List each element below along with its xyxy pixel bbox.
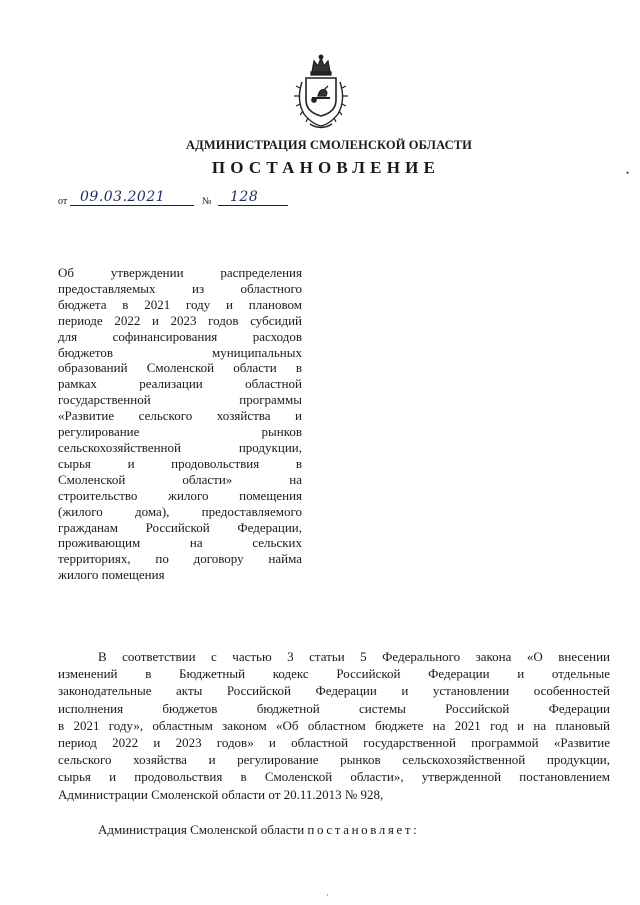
body-line: сырья и продовольствия в Смоленской области», утвержденной постановлением [58,769,610,785]
resolution-verb: постановляет: [307,822,420,837]
subject-line: «Развитие сельского хозяйства и [58,408,302,424]
subject-block [58,265,302,583]
date-value: 09.03.2021 [80,189,166,205]
date-number-line [58,191,298,207]
date-underline [70,205,194,206]
subject-line: рамках реализации областной [58,376,302,392]
organization-title: АДМИНИСТРАЦИЯ СМОЛЕНСКОЙ ОБЛАСТИ [186,138,472,152]
subject-line: проживающим на сельских [58,535,302,551]
body-line: Администрации Смоленской области от 20.11.2013 № 928, [58,786,384,802]
body-line: исполнения бюджетов бюджетной системы Российской Федерации [58,700,610,716]
subject-line: бюджетов муниципальных [58,344,302,360]
body-line: период 2022 и 2023 годов» и областной государственной программой «Развитие [58,735,610,751]
body-line: сельского хозяйства и регулирование рынков сельскохозяйственной продукции, [58,752,610,768]
body-line: в 2021 году», областным законом «Об областном бюджете на 2021 год и на плановый [58,717,610,733]
subject-line: строительство жилого помещения [58,487,302,503]
subject-line: государственной программы [58,392,302,408]
coat-of-arms-icon [290,52,352,134]
body-line: В соответствии с частью 3 статьи 5 Федерального закона «О внесении [98,649,610,664]
document-type-title: ПОСТАНОВЛЕНИЕ [211,158,441,177]
number-underline [218,205,288,206]
margin-mark: • [626,168,630,178]
number-value: 128 [230,189,259,205]
number-label: № [202,196,212,207]
subject-line: жилого помещения [58,567,165,583]
body-line: законодательные акты Российской Федерации и установлении особенностей [58,683,610,699]
preamble-paragraph [58,648,610,803]
subject-line: предоставляемых из областного [58,280,302,296]
subject-line: территориях, по договору найма [58,551,302,567]
subject-line: сырья и продовольствия в [58,455,302,471]
resolution-line [98,822,618,838]
resolution-prefix: Администрация Смоленской области [98,822,305,837]
date-label: от [58,196,68,207]
subject-line: для софинансирования расходов [58,328,302,344]
subject-line: образований Смоленской области в [58,360,302,376]
subject-line: регулирование рынков [58,424,302,440]
subject-line: гражданам Российской Федерации, [58,519,302,535]
body-line: изменений в Бюджетный кодекс Российской Федерации и отдельные [58,666,610,682]
margin-mark: · [326,890,329,900]
subject-line: Смоленской области» на [58,471,302,487]
subject-line: Об утверждении распределения [58,265,302,280]
subject-line: бюджета в 2021 году и плановом [58,296,302,312]
subject-line: (жилого дома), предоставляемого [58,503,302,519]
subject-line: сельскохозяйственной продукции, [58,439,302,455]
subject-line: периоде 2022 и 2023 годов субсидий [58,312,302,328]
